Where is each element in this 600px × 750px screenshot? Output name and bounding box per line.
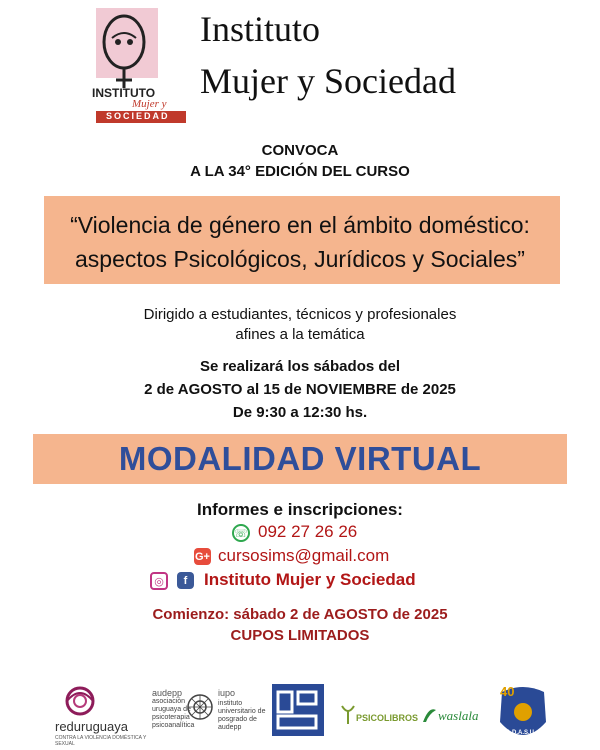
sponsor-apra-logo xyxy=(272,684,324,736)
contact-heading: Informes e inscripciones: xyxy=(197,500,403,519)
adasu-label: A.D.A.S.U xyxy=(506,730,535,736)
course-title-line1: “Violencia de género en el ámbito doméstico: xyxy=(70,212,530,238)
logo-text-mujer: Mujer y xyxy=(132,98,167,110)
iupo-sub: instituto universitario de posgrado de audepp xyxy=(218,700,266,731)
waslala-icon xyxy=(420,704,438,726)
sponsor-adasu xyxy=(496,682,550,748)
page-title-line2: Mujer y Sociedad xyxy=(200,61,456,101)
logo-text-instituto: INSTITUTO xyxy=(92,86,156,100)
schedule-line3: De 9:30 a 12:30 hs. xyxy=(232,404,368,421)
iupo-label: iupo xyxy=(218,688,236,698)
sponsor-iupo xyxy=(186,688,266,748)
schedule-line1: Se realizará los sábados del xyxy=(199,358,401,375)
page-title-line1: Instituto xyxy=(200,9,321,49)
schedule-line2: 2 de AGOSTO al 15 de NOVIEMBRE de 2025 xyxy=(144,381,456,398)
course-title-line2: aspectos Psicológicos, Jurídicos y Sociales” xyxy=(75,246,525,272)
reduruguaya-sub: CONTRA LA VIOLENCIA DOMÉSTICA Y SEXUAL xyxy=(55,735,147,747)
waslala-label: waslala xyxy=(438,708,479,723)
announcement-line1: CONVOCA xyxy=(261,142,339,159)
announcement-line2: A LA 34° EDICIÓN DEL CURSO xyxy=(190,163,410,180)
sponsor-psicolibros xyxy=(340,700,419,730)
reduruguaya-label: reduruguaya xyxy=(55,719,128,734)
start-date: Comienzo: sábado 2 de AGOSTO de 2025 xyxy=(152,606,448,623)
instagram-icon: ◎ xyxy=(150,572,168,590)
psicolibros-icon xyxy=(340,702,356,726)
adasu-anniversary: 40 xyxy=(500,684,515,699)
audepp-label: audepp xyxy=(152,688,183,698)
audience-line1: Dirigido a estudiantes, técnicos y profesionales xyxy=(143,306,457,323)
reduruguaya-icon xyxy=(60,685,100,719)
modality-text: MODALIDAD VIRTUAL xyxy=(118,440,482,477)
apra-icon xyxy=(272,684,324,736)
facebook-icon: f xyxy=(177,572,194,589)
email-link[interactable]: cursosims@gmail.com xyxy=(218,546,390,565)
sponsor-reduruguaya xyxy=(55,685,145,745)
logo-text-sociedad: SOCIEDAD xyxy=(106,111,170,121)
social-handle[interactable]: Instituto Mujer y Sociedad xyxy=(204,570,416,589)
sponsor-waslala xyxy=(420,700,490,730)
psicolibros-label: PSICOLIBROS xyxy=(356,713,419,723)
phone-number[interactable]: 092 27 26 26 xyxy=(258,522,358,541)
google-plus-icon: G+ xyxy=(194,548,211,565)
whatsapp-icon: ☏ xyxy=(232,524,250,542)
institute-logo xyxy=(88,8,188,126)
audience-line2: afines a la temática xyxy=(235,326,365,343)
iupo-icon xyxy=(186,690,214,724)
limited-seats: CUPOS LIMITADOS xyxy=(230,627,370,644)
audepp-sub: asociación uruguaya de psicoterapia psicoanalítica xyxy=(152,698,195,729)
